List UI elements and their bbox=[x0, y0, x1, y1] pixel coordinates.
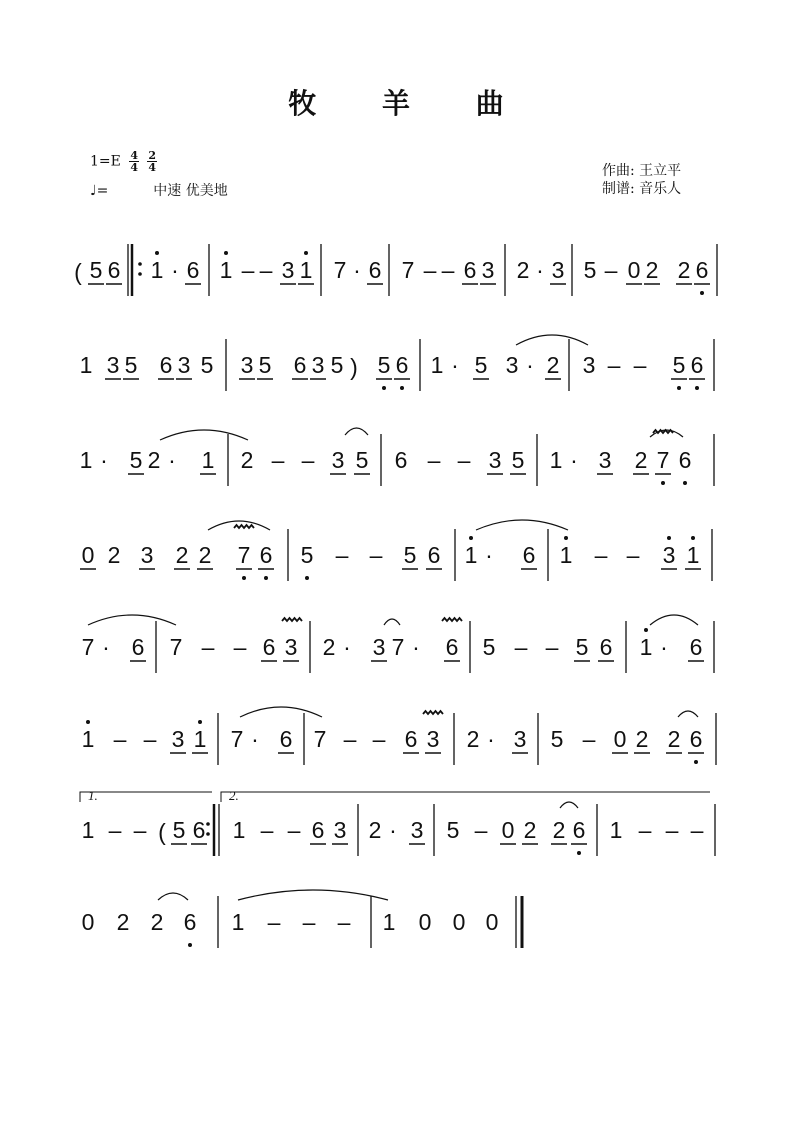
time-sig-numerator: 4 bbox=[130, 149, 138, 162]
note: 7 bbox=[237, 542, 251, 568]
note: 5 bbox=[129, 447, 143, 473]
augmentation-dot: · bbox=[251, 726, 259, 752]
note: 6 bbox=[522, 542, 536, 568]
note: 1 bbox=[559, 542, 573, 568]
octave-dot bbox=[700, 291, 704, 295]
augmentation-dot: · bbox=[451, 352, 459, 378]
time-sig-denominator: 4 bbox=[148, 161, 157, 174]
note: 6 bbox=[678, 447, 692, 473]
note: 0 bbox=[452, 909, 466, 935]
note: 3 bbox=[372, 634, 386, 660]
dash: – bbox=[241, 257, 255, 283]
note: 2 bbox=[175, 542, 189, 568]
octave-dot bbox=[400, 386, 404, 390]
note: 6 bbox=[427, 542, 441, 568]
octave-dot bbox=[469, 536, 473, 540]
note: 0 bbox=[81, 542, 95, 568]
slur bbox=[160, 430, 248, 440]
transcriber-credit: 制谱: 音乐人 bbox=[602, 181, 682, 197]
dash: – bbox=[335, 542, 349, 568]
note: 2 bbox=[546, 352, 560, 378]
octave-dot bbox=[695, 386, 699, 390]
note: 7 bbox=[230, 726, 244, 752]
note: 5 bbox=[300, 542, 314, 568]
dash: – bbox=[633, 352, 647, 378]
note: 5 bbox=[474, 352, 488, 378]
parenthesis: ) bbox=[350, 354, 358, 380]
note: 2 bbox=[677, 257, 691, 283]
dash: – bbox=[626, 542, 640, 568]
dash: – bbox=[457, 447, 471, 473]
note: 2 bbox=[552, 817, 566, 843]
dash: – bbox=[301, 447, 315, 473]
mordent-icon bbox=[234, 525, 254, 528]
note: 3 bbox=[488, 447, 502, 473]
octave-dot bbox=[198, 720, 202, 724]
note: 2 bbox=[516, 257, 530, 283]
augmentation-dot: · bbox=[389, 817, 397, 843]
note: 6 bbox=[107, 257, 121, 283]
slur bbox=[476, 520, 568, 530]
octave-dot bbox=[242, 576, 246, 580]
augmentation-dot: · bbox=[487, 726, 495, 752]
slur bbox=[240, 707, 322, 717]
note: 6 bbox=[689, 726, 703, 752]
note: 0 bbox=[627, 257, 641, 283]
repeat-dot bbox=[206, 822, 210, 826]
note: 6 bbox=[159, 352, 173, 378]
dash: – bbox=[143, 726, 157, 752]
octave-dot bbox=[661, 481, 665, 485]
note: 6 bbox=[463, 257, 477, 283]
note: 6 bbox=[279, 726, 293, 752]
note: 1 bbox=[219, 257, 233, 283]
note: 6 bbox=[404, 726, 418, 752]
dash: – bbox=[302, 909, 316, 935]
note: 2 bbox=[645, 257, 659, 283]
octave-dot bbox=[155, 251, 159, 255]
augmentation-dot: · bbox=[570, 447, 578, 473]
slur bbox=[158, 893, 188, 900]
note: 5 bbox=[482, 634, 496, 660]
dash: – bbox=[108, 817, 122, 843]
mordent-icon bbox=[442, 618, 462, 621]
quarter-note-icon: ♩= bbox=[90, 183, 109, 199]
note: 2 bbox=[635, 726, 649, 752]
dash: – bbox=[690, 817, 704, 843]
dash: – bbox=[271, 447, 285, 473]
note: 5 bbox=[172, 817, 186, 843]
note: 2 bbox=[322, 634, 336, 660]
note: 7 bbox=[391, 634, 405, 660]
note: 3 bbox=[140, 542, 154, 568]
note: 1 bbox=[201, 447, 215, 473]
note: 5 bbox=[330, 352, 344, 378]
note: 5 bbox=[377, 352, 391, 378]
note: 2 bbox=[368, 817, 382, 843]
note: 6 bbox=[183, 909, 197, 935]
note: 6 bbox=[690, 352, 704, 378]
note: 3 bbox=[281, 257, 295, 283]
composer-credit: 作曲: 王立平 bbox=[602, 163, 682, 179]
note: 2 bbox=[116, 909, 130, 935]
note: 1 bbox=[193, 726, 207, 752]
note: 6 bbox=[293, 352, 307, 378]
octave-dot bbox=[304, 251, 308, 255]
note: 3 bbox=[106, 352, 120, 378]
dash: – bbox=[343, 726, 357, 752]
song-title: 牧 羊 曲 bbox=[288, 87, 532, 120]
dash: – bbox=[638, 817, 652, 843]
augmentation-dot: · bbox=[102, 634, 110, 660]
volta-label: 2. bbox=[229, 788, 239, 803]
note: 6 bbox=[186, 257, 200, 283]
augmentation-dot: · bbox=[100, 447, 108, 473]
slur bbox=[650, 615, 698, 625]
note: 2 bbox=[466, 726, 480, 752]
note: 1 bbox=[231, 909, 245, 935]
note: 6 bbox=[262, 634, 276, 660]
dash: – bbox=[259, 257, 273, 283]
note: 0 bbox=[485, 909, 499, 935]
octave-dot bbox=[691, 536, 695, 540]
note: 5 bbox=[575, 634, 589, 660]
note: 1 bbox=[79, 447, 93, 473]
dash: – bbox=[369, 542, 383, 568]
parenthesis: ( bbox=[158, 819, 166, 845]
note: 1 bbox=[299, 257, 313, 283]
note: 3 bbox=[481, 257, 495, 283]
note: 5 bbox=[89, 257, 103, 283]
note: 6 bbox=[689, 634, 703, 660]
note: 6 bbox=[311, 817, 325, 843]
octave-dot bbox=[683, 481, 687, 485]
note: 5 bbox=[583, 257, 597, 283]
dash: – bbox=[514, 634, 528, 660]
slur bbox=[384, 619, 400, 625]
note: 3 bbox=[513, 726, 527, 752]
volta-label: 1. bbox=[88, 788, 98, 803]
octave-dot bbox=[667, 536, 671, 540]
note: 2 bbox=[107, 542, 121, 568]
time-sig-denominator: 4 bbox=[130, 161, 138, 174]
note: 1 bbox=[686, 542, 700, 568]
octave-dot bbox=[677, 386, 681, 390]
note: 1 bbox=[639, 634, 653, 660]
note: 6 bbox=[599, 634, 613, 660]
dash: – bbox=[665, 817, 679, 843]
octave-dot bbox=[694, 760, 698, 764]
note: 6 bbox=[394, 447, 408, 473]
octave-dot bbox=[305, 576, 309, 580]
note: 6 bbox=[131, 634, 145, 660]
note: 6 bbox=[395, 352, 409, 378]
note: 6 bbox=[695, 257, 709, 283]
slur bbox=[88, 615, 176, 625]
note: 2 bbox=[198, 542, 212, 568]
note: 3 bbox=[662, 542, 676, 568]
dash: – bbox=[427, 447, 441, 473]
note: 1 bbox=[430, 352, 444, 378]
note: 5 bbox=[511, 447, 525, 473]
dash: – bbox=[113, 726, 127, 752]
dash: – bbox=[607, 352, 621, 378]
octave-dot bbox=[224, 251, 228, 255]
note: 6 bbox=[572, 817, 586, 843]
note: 1 bbox=[81, 817, 95, 843]
augmentation-dot: · bbox=[526, 352, 534, 378]
note: 5 bbox=[403, 542, 417, 568]
note: 6 bbox=[368, 257, 382, 283]
dash: – bbox=[201, 634, 215, 660]
note: 5 bbox=[200, 352, 214, 378]
note: 1 bbox=[609, 817, 623, 843]
dash: – bbox=[441, 257, 455, 283]
time-sig-numerator: 2 bbox=[148, 149, 157, 162]
note: 7 bbox=[333, 257, 347, 283]
repeat-dot bbox=[138, 272, 142, 276]
note: 2 bbox=[523, 817, 537, 843]
note: 0 bbox=[418, 909, 432, 935]
note: 0 bbox=[501, 817, 515, 843]
dash: – bbox=[260, 817, 274, 843]
note: 5 bbox=[258, 352, 272, 378]
note: 5 bbox=[355, 447, 369, 473]
note: 3 bbox=[171, 726, 185, 752]
octave-dot bbox=[564, 536, 568, 540]
dash: – bbox=[545, 634, 559, 660]
note: 2 bbox=[634, 447, 648, 473]
tempo-text: 中速 优美地 bbox=[153, 183, 228, 199]
augmentation-dot: · bbox=[660, 634, 668, 660]
note: 2 bbox=[150, 909, 164, 935]
note: 5 bbox=[446, 817, 460, 843]
mordent-icon bbox=[423, 711, 443, 714]
note: 6 bbox=[445, 634, 459, 660]
octave-dot bbox=[86, 720, 90, 724]
note: 1 bbox=[150, 257, 164, 283]
dash: – bbox=[604, 257, 618, 283]
dash: – bbox=[423, 257, 437, 283]
note: 0 bbox=[81, 909, 95, 935]
slur bbox=[238, 890, 388, 900]
slur bbox=[516, 335, 588, 345]
note: 3 bbox=[333, 817, 347, 843]
note: 6 bbox=[192, 817, 206, 843]
note: 3 bbox=[426, 726, 440, 752]
note: 1 bbox=[464, 542, 478, 568]
augmentation-dot: · bbox=[536, 257, 544, 283]
dash: – bbox=[133, 817, 147, 843]
volta-bracket bbox=[221, 792, 710, 802]
dash: – bbox=[267, 909, 281, 935]
note: 2 bbox=[147, 447, 161, 473]
note: 1 bbox=[79, 352, 93, 378]
augmentation-dot: · bbox=[343, 634, 351, 660]
slur bbox=[560, 802, 578, 808]
note: 7 bbox=[656, 447, 670, 473]
augmentation-dot: · bbox=[412, 634, 420, 660]
dash: – bbox=[337, 909, 351, 935]
repeat-dot bbox=[206, 832, 210, 836]
note: 3 bbox=[284, 634, 298, 660]
octave-dot bbox=[577, 851, 581, 855]
note: 5 bbox=[672, 352, 686, 378]
note: 1 bbox=[232, 817, 246, 843]
octave-dot bbox=[188, 943, 192, 947]
note: 0 bbox=[613, 726, 627, 752]
note: 3 bbox=[331, 447, 345, 473]
octave-dot bbox=[644, 628, 648, 632]
note: 1 bbox=[549, 447, 563, 473]
dash: – bbox=[582, 726, 596, 752]
note: 6 bbox=[259, 542, 273, 568]
note: 3 bbox=[505, 352, 519, 378]
slur bbox=[345, 428, 368, 435]
note: 5 bbox=[124, 352, 138, 378]
note: 1 bbox=[81, 726, 95, 752]
note: 7 bbox=[169, 634, 183, 660]
note: 3 bbox=[551, 257, 565, 283]
dash: – bbox=[287, 817, 301, 843]
octave-dot bbox=[382, 386, 386, 390]
note: 3 bbox=[177, 352, 191, 378]
augmentation-dot: · bbox=[171, 257, 179, 283]
repeat-dot bbox=[138, 262, 142, 266]
augmentation-dot: · bbox=[353, 257, 361, 283]
note: 1 bbox=[382, 909, 396, 935]
note: 7 bbox=[81, 634, 95, 660]
volta-bracket bbox=[80, 792, 212, 802]
augmentation-dot: · bbox=[485, 542, 493, 568]
dash: – bbox=[474, 817, 488, 843]
mordent-icon bbox=[282, 618, 302, 621]
note: 3 bbox=[311, 352, 325, 378]
parenthesis: ( bbox=[74, 259, 82, 285]
note: 7 bbox=[313, 726, 327, 752]
slur bbox=[678, 711, 698, 717]
dash: – bbox=[594, 542, 608, 568]
note: 5 bbox=[550, 726, 564, 752]
dash: – bbox=[372, 726, 386, 752]
dash: – bbox=[233, 634, 247, 660]
note: 2 bbox=[240, 447, 254, 473]
augmentation-dot: · bbox=[168, 447, 176, 473]
note: 3 bbox=[410, 817, 424, 843]
octave-dot bbox=[264, 576, 268, 580]
note: 3 bbox=[582, 352, 596, 378]
key-label: 1=E bbox=[90, 153, 121, 170]
note: 2 bbox=[667, 726, 681, 752]
note: 3 bbox=[240, 352, 254, 378]
note: 3 bbox=[598, 447, 612, 473]
note: 7 bbox=[401, 257, 415, 283]
